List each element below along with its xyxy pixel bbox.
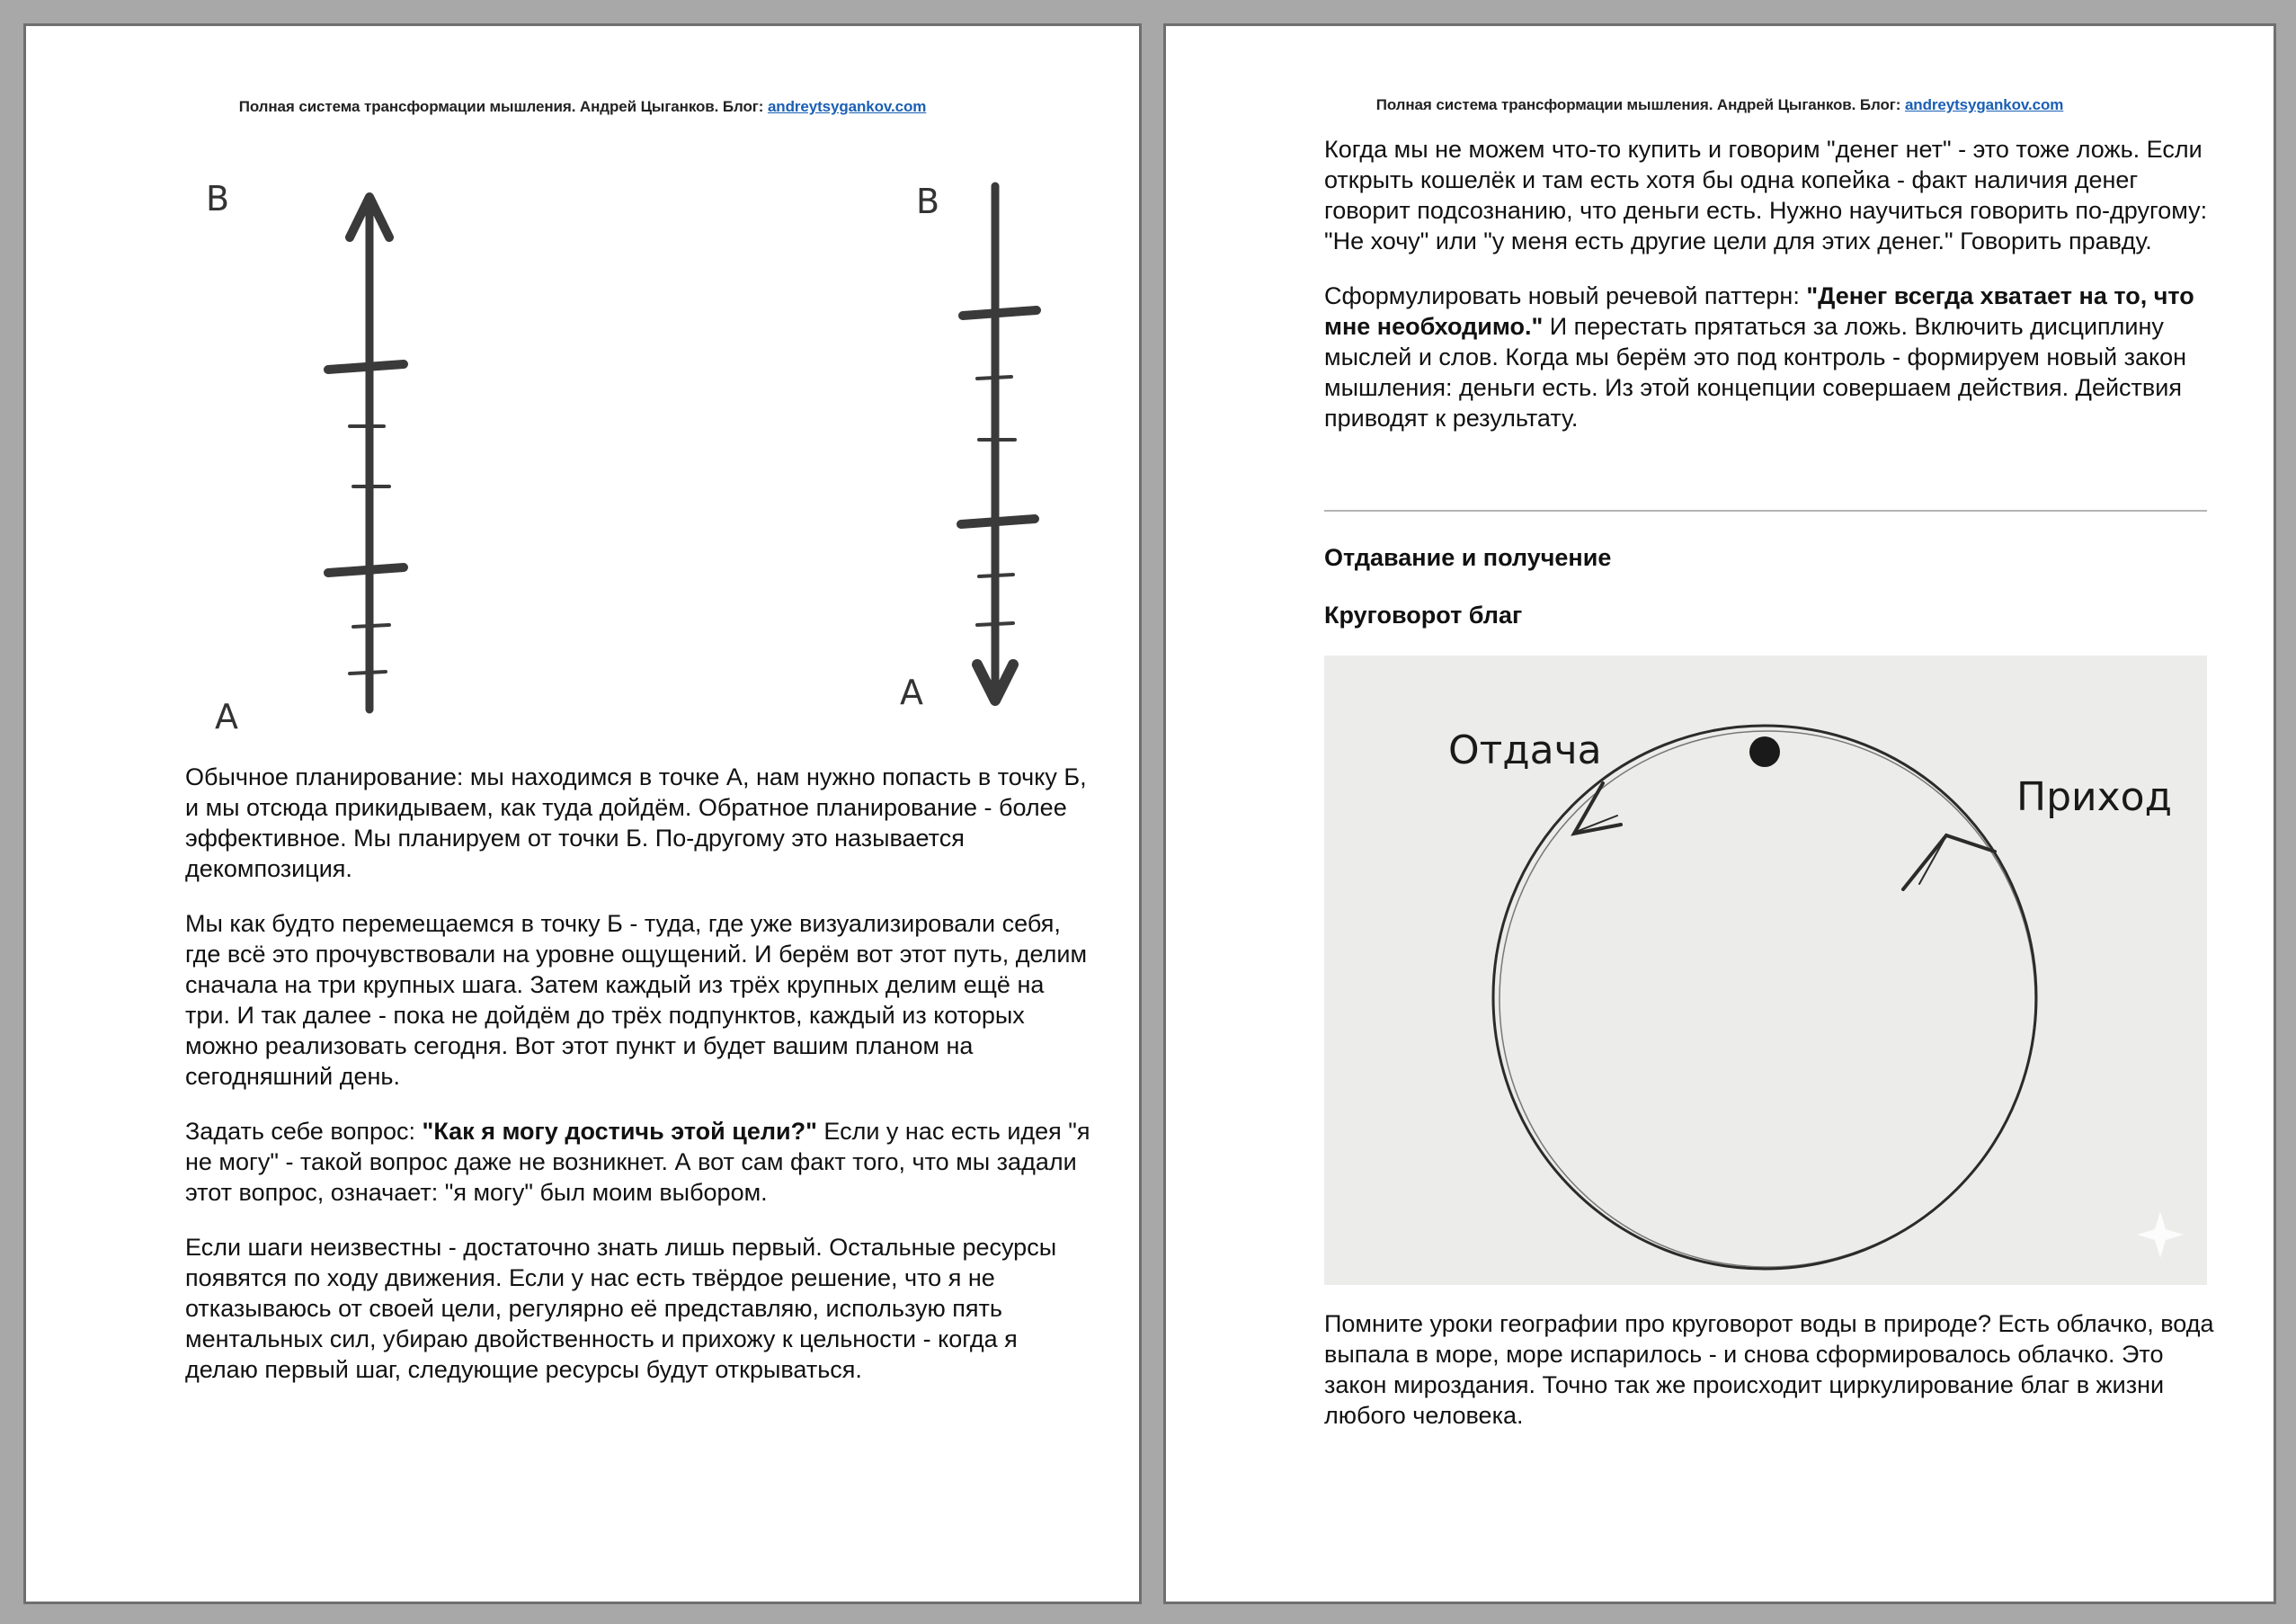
- paragraph: Когда мы не можем что-то купить и говорим "денег нет" - это тоже ложь. Если открыть кошелёк и там есть хотя бы одна копейка - факт наличия денег говорит подсознанию, что деньги есть. Нужно научиться говорить по-другому: "Не хочу" или "у меня есть другие цели для этих денег." Говорить правду.: [1324, 136, 2208, 254]
- paragraph: Помните уроки географии про круговорот воды в природе? Есть облачко, вода выпала в море, море испарилось - и снова сформировалось облачко. Это закон мироздания. Точно так же происходит циркулирование благ в жизни любого человека.: [1324, 1310, 2214, 1429]
- paragraph: [185, 1116, 1093, 1208]
- document-page-right: [1163, 23, 2276, 1604]
- subsection-heading: Круговорот благ: [1324, 602, 1523, 629]
- blog-link[interactable]: andreytsygankov.com: [1904, 96, 2064, 113]
- reverse-planning-arrow: [961, 186, 1037, 700]
- paragraph: Если шаги неизвестны - достаточно знать лишь первый. Остальные ресурсы появятся по ходу движения. Если у нас есть твёрдое решение, что я не отказываюсь от своей цели, регулярно её представляю, использую пять ментальных сил, убираю двойственность и прихожу к цельности - когда я делаю первый шаг, следующие ресурсы будут открываться.: [185, 1234, 1057, 1383]
- paragraph-rest: Если у нас есть идея "я не могу" - такой вопрос даже не возникнет. А вот сам факт того, что мы задали этот вопрос, означает: "я могу" был моим выбором.: [185, 1118, 1090, 1206]
- header-text: Полная система трансформации мышления. Андрей Цыганков. Блог:: [238, 98, 768, 115]
- left-arrow-top-label: B: [206, 179, 230, 219]
- sparkle-icon: [2137, 1211, 2184, 1258]
- cycle-diagram: [1324, 656, 2207, 1285]
- receive-arrowhead: [1903, 835, 1995, 889]
- section-heading: Отдавание и получение: [1324, 544, 1612, 571]
- paragraph-lead: Сформулировать новый речевой паттерн:: [1324, 282, 1807, 309]
- cycle-of-goods-figure: [1324, 656, 2207, 1285]
- paragraph-bold-pattern: "Денег всегда хватает на то, что мне необходимо.": [1324, 282, 2194, 340]
- paragraph: Обычное планирование: мы находимся в точке А, нам нужно попасть в точку Б, и мы отсюда прикидываем, как туда дойдём. Обратное планирование - более эффективное. Мы планируем от точки Б. По-другому это называется декомпозиция.: [185, 763, 1087, 882]
- left-body-text: [185, 762, 1093, 1409]
- right-arrow-bottom-label: A: [900, 673, 923, 712]
- blog-link[interactable]: andreytsygankov.com: [767, 98, 927, 115]
- header-text: Полная система трансформации мышления. Андрей Цыганков. Блог:: [1375, 96, 1905, 113]
- right-body-text-bottom: [1324, 1308, 2214, 1455]
- page-header: [26, 98, 1139, 116]
- paragraph-bold-question: "Как я могу достичь этой цели?": [422, 1118, 817, 1145]
- document-page-left: [23, 23, 1142, 1604]
- paragraph: [1324, 281, 2214, 433]
- cycle-top-dot: [1749, 736, 1780, 767]
- cycle-circle: [1493, 726, 2036, 1269]
- section-divider: [1324, 510, 2207, 512]
- planning-arrows-diagram: [26, 134, 1142, 745]
- give-label: Отдача: [1448, 727, 1602, 773]
- give-arrowhead: [1574, 783, 1621, 834]
- paragraph: Мы как будто перемещаемся в точку Б - туда, где уже визуализировали себя, где всё это прочувствовали на уровне ощущений. И берём вот этот путь, делим сначала на три крупных шага. Затем каждый из трёх крупных делим ещё на три. И так далее - пока не дойдём до трёх подпунктов, каждый из которых можно реализовать сегодня. Вот этот пункт и будет вашим планом на сегодняшний день.: [185, 910, 1088, 1090]
- paragraph-rest: И перестать прятаться за ложь. Включить дисциплину мыслей и слов. Когда мы берём это под контроль - формируем новый закон мышления: деньги есть. Из этой концепции совершаем действия. Действия приводят к результату.: [1324, 313, 2187, 432]
- right-arrow-top-label: B: [916, 182, 940, 221]
- receive-label: Приход: [2016, 774, 2172, 820]
- forward-planning-arrow: [328, 197, 404, 709]
- page-header: [1166, 96, 2274, 114]
- paragraph-lead: Задать себе вопрос:: [185, 1118, 423, 1145]
- right-body-text-top: [1324, 134, 2214, 458]
- left-arrow-bottom-label: A: [215, 697, 238, 736]
